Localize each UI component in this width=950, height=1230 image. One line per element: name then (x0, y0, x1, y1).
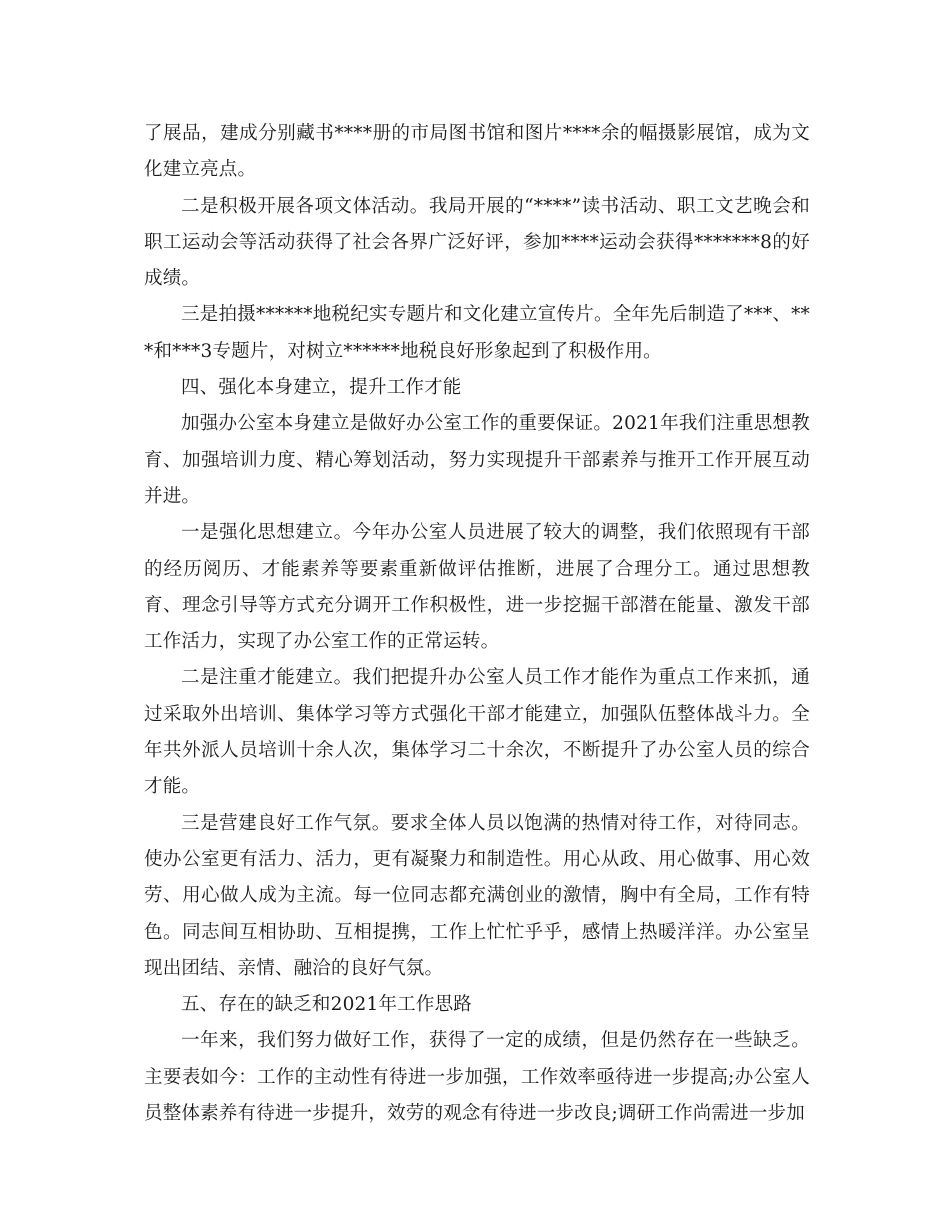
paragraph-shortcomings: 一年来，我们努力做好工作，获得了一定的成绩，但是仍然存在一些缺乏。主要表如今：工作的主动性有待进一步加强，工作效率亟待进一步提高;办公室人员整体素养有待进一步提升，效劳的观念有待进一步改良;调研工作尚需进一步加 (144, 1030, 810, 1125)
paragraph-work-atmosphere: 三是营建良好工作气氛。要求全体人员以饱满的热情对待工作，对待同志。使办公室更有活力、活力，更有凝聚力和制造性。用心从政、用心做事、用心效劳、用心做人成为主流。每一位同志都充满创业的激情，胸中有全局，工作有特色。同志间互相协助、互相提携，工作上忙忙乎乎，感情上热暖洋洋。办公室呈现出团结、亲情、融洽的良好气氛。 (144, 812, 810, 979)
paragraph-cultural-activities: 二是积极开展各项文体活动。我局开展的“****”读书活动、职工文艺晚会和职工运动会等活动获得了社会各界广泛好评，参加****运动会获得*******8的好成绩。 (144, 195, 810, 290)
paragraph-exhibition-continuation: 了展品，建成分别藏书****册的市局图书馆和图片****余的幅摄影展馆，成为文化建立亮点。 (144, 123, 810, 181)
paragraph-ideological-construction: 一是强化思想建立。今年办公室人员进展了较大的调整，我们依照现有干部的经历阅历、才能素养等要素重新做评估推断，进展了合理分工。通过思想教育、理念引导等方式充分调开工作积极性，进一步挖掘干部潜在能量、激发干部工作活力，实现了办公室工作的正常运转。 (144, 522, 810, 653)
section-heading-five: 五、存在的缺乏和2021年工作思路 (181, 994, 472, 1016)
paragraph-office-construction: 加强办公室本身建立是做好办公室工作的重要保证。2021年我们注重思想教育、加强培训力度、精心筹划活动，努力实现提升干部素养与推开工作开展互动并进。 (144, 413, 810, 507)
paragraph-ability-construction: 二是注重才能建立。我们把提升办公室人员工作才能作为重点工作来抓，通过采取外出培训、集体学习等方式强化干部才能建立，加强队伍整体战斗力。全年共外派人员培训十余人次，集体学习二十余次，不断提升了办公室人员的综合才能。 (144, 667, 810, 798)
section-heading-four: 四、强化本身建立，提升工作才能 (181, 377, 462, 399)
document-page (144, 116, 810, 1132)
paragraph-documentary-films: 三是拍摄******地税纪实专题片和文化建立宣传片。全年先后制造了***、***和***3专题片，对树立******地税良好形象起到了积极作用。 (144, 304, 810, 362)
